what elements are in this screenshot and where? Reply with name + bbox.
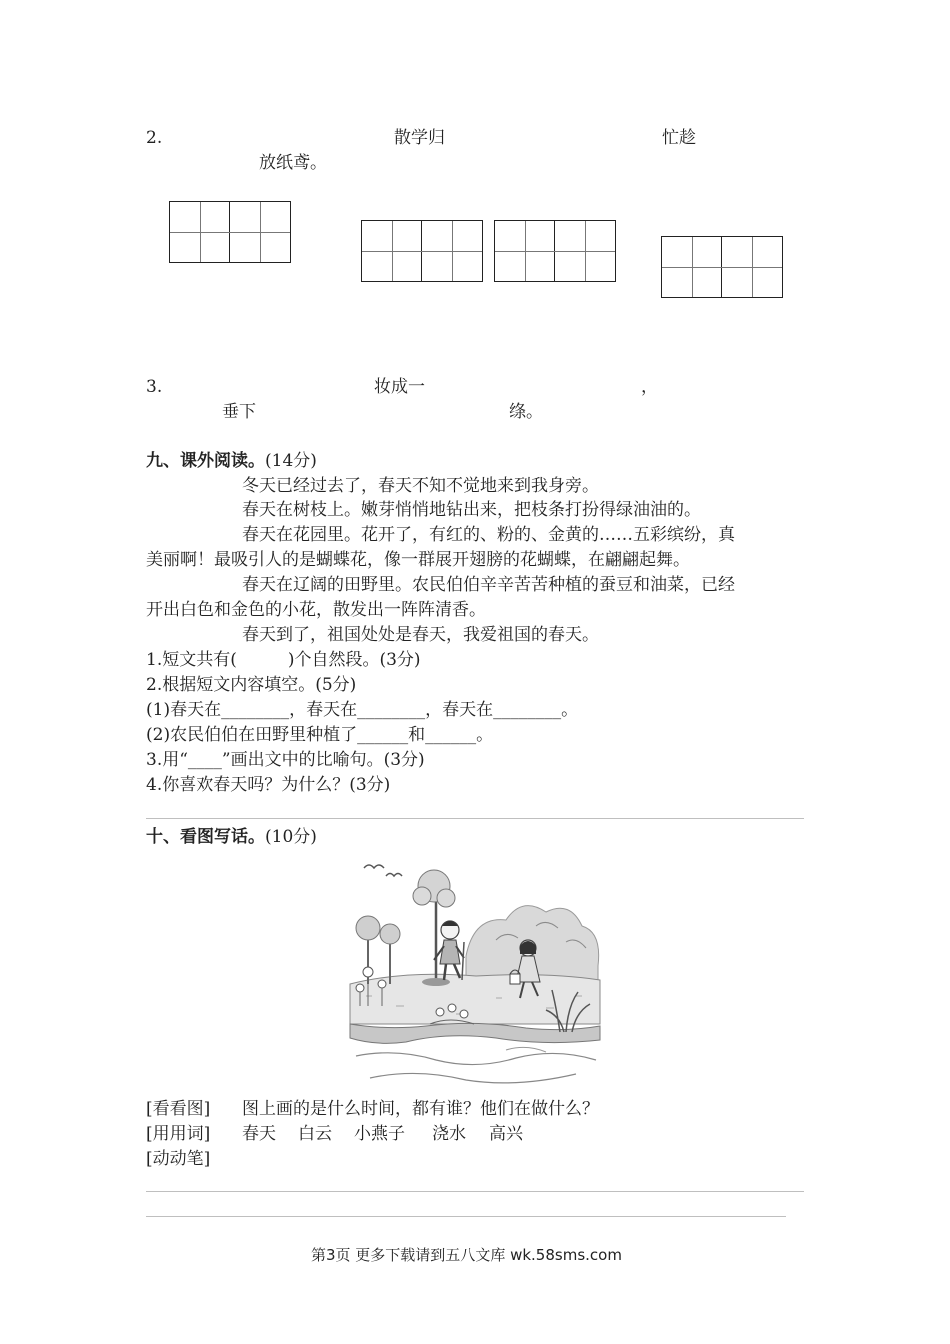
section10-title: 十、看图写话。 — [146, 827, 265, 847]
writing-grid-1[interactable] — [169, 201, 291, 263]
word-5: 高兴 — [489, 1124, 523, 1144]
write-label: [动动笔] — [146, 1149, 211, 1169]
question-1: 1.短文共有( )个自然段。(3分) — [146, 650, 421, 670]
use-label: [用用词] — [146, 1124, 211, 1144]
section9-score: (14分) — [265, 451, 317, 471]
q2-text-1: 散学归 — [394, 128, 445, 148]
word-3: 小燕子 — [354, 1124, 405, 1144]
word-4: 浇水 — [432, 1124, 466, 1144]
passage-para-1: 冬天已经过去了，春天不知不觉地来到我身旁。 — [242, 476, 599, 496]
q2-text-2: 忙趁 — [662, 128, 696, 148]
passage-para-5: 春天到了，祖国处处是春天，我爱祖国的春天。 — [242, 625, 599, 645]
q3-text-3: 垂下 — [222, 402, 256, 422]
q3-text-2: ， — [641, 377, 658, 397]
q2-text-3: 放纸鸢。 — [259, 153, 327, 173]
page-footer: 第3页 更多下载请到五八文库 wk.58sms.com — [311, 1246, 622, 1264]
answer-line-q4[interactable] — [146, 818, 804, 819]
q3-text-1: 妆成一 — [374, 377, 425, 397]
passage-para-4: 春天在辽阔的田野里。农民伯伯辛辛苦苦种植的蚕豆和油菜，已经 — [242, 575, 735, 595]
question-2: 2.根据短文内容填空。(5分) — [146, 675, 357, 695]
section10-score: (10分) — [265, 827, 317, 847]
writing-grid-2[interactable] — [361, 220, 483, 282]
section9-title: 九、课外阅读。 — [146, 451, 265, 471]
question-2-2: (2)农民伯伯在田野里种植了______和______。 — [146, 725, 494, 745]
passage-para-3-cont: 美丽啊！最吸引人的是蝴蝶花，像一群展开翅膀的花蝴蝶，在翩翩起舞。 — [146, 550, 690, 570]
grid-quarter-h — [170, 232, 290, 233]
spring-scene-illustration — [346, 856, 602, 1088]
question-2-1: (1)春天在________，春天在________，春天在________。 — [146, 700, 579, 720]
writing-grid-3[interactable] — [494, 220, 616, 282]
grid-quarter-h — [662, 267, 782, 268]
writing-line-1[interactable] — [146, 1191, 804, 1192]
look-label: [看看图] — [146, 1099, 211, 1119]
q3-text-4: 绦。 — [509, 402, 543, 422]
word-2: 白云 — [298, 1124, 332, 1144]
passage-para-3: 春天在花园里。花开了，有红的、粉的、金黄的……五彩缤纷，真 — [242, 525, 735, 545]
passage-para-4-cont: 开出白色和金色的小花，散发出一阵阵清香。 — [146, 600, 486, 620]
passage-para-2: 春天在树枝上。嫩芽悄悄地钻出来，把枝条打扮得绿油油的。 — [242, 500, 701, 520]
q2-number: 2. — [146, 128, 163, 148]
writing-line-2[interactable] — [146, 1216, 786, 1217]
grid-quarter-h — [495, 251, 615, 252]
question-4: 4.你喜欢春天吗？为什么？(3分) — [146, 775, 391, 795]
look-prompt: 图上画的是什么时间，都有谁？他们在做什么？ — [242, 1099, 599, 1119]
section9-heading — [146, 449, 317, 473]
question-3: 3.用“____”画出文中的比喻句。(3分) — [146, 750, 425, 770]
section10-heading — [146, 825, 317, 849]
word-1: 春天 — [242, 1124, 276, 1144]
q3-number: 3. — [146, 377, 163, 397]
writing-grid-4[interactable] — [661, 236, 783, 298]
grid-quarter-h — [362, 251, 482, 252]
